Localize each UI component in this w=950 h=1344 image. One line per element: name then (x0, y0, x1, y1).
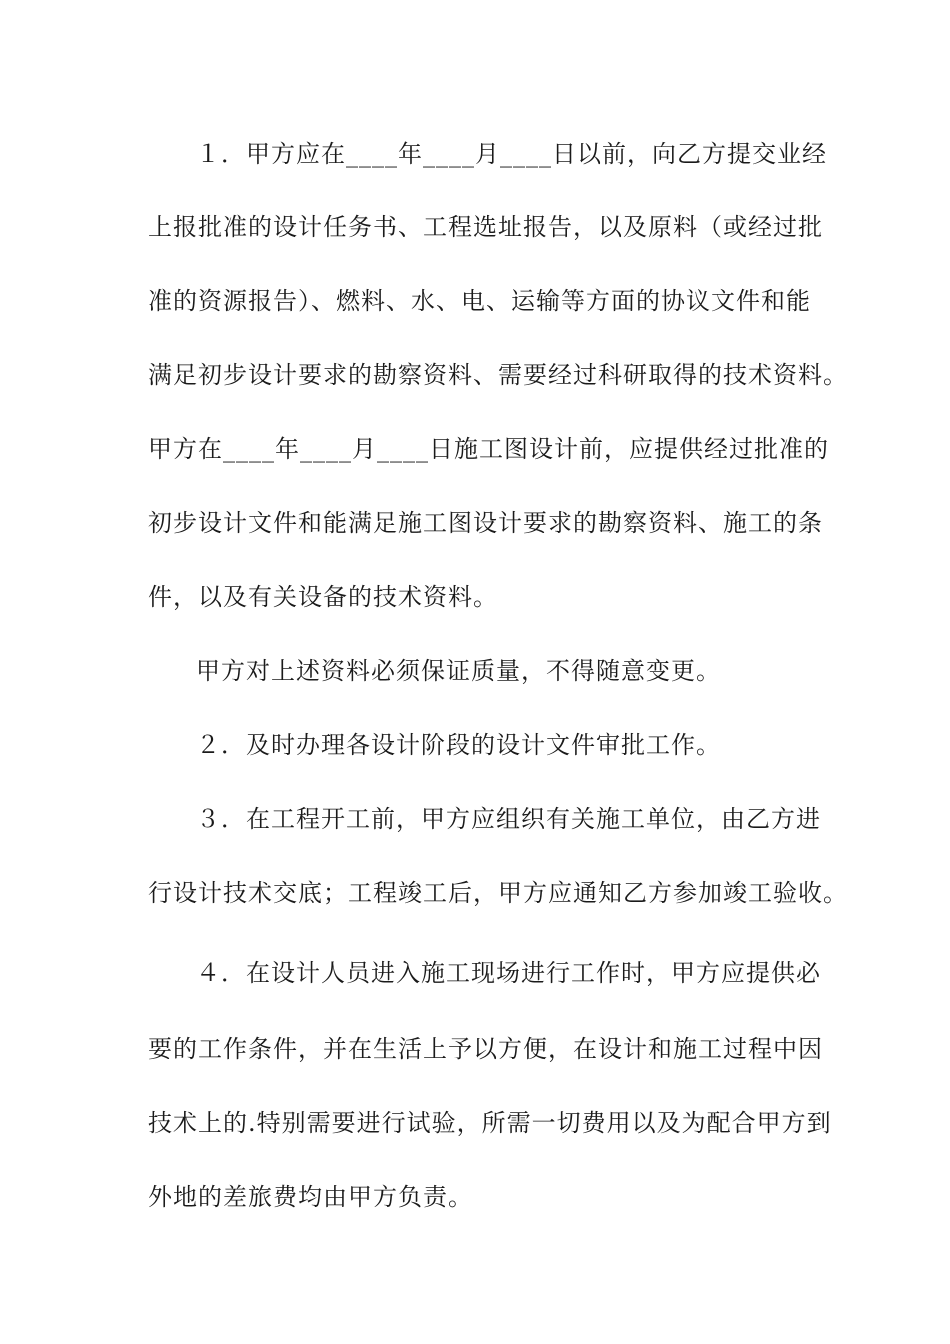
paragraph-line: 件，以及有关设备的技术资料。 (148, 583, 498, 611)
paragraph-line: 甲方在____年____月____日施工图设计前，应提供经过批准的 (148, 435, 829, 463)
paragraph-line: ４．在设计人员进入施工现场进行工作时，甲方应提供必 (196, 959, 821, 987)
paragraph-line: 初步设计文件和能满足施工图设计要求的勘察资料、施工的条 (148, 509, 823, 537)
paragraph-line: １．甲方应在____年____月____日以前，向乙方提交业经 (196, 140, 827, 168)
paragraph-line: ２．及时办理各设计阶段的设计文件审批工作。 (196, 731, 721, 759)
paragraph-line: 外地的差旅费均由甲方负责。 (148, 1183, 473, 1211)
paragraph-line: 行设计技术交底；工程竣工后，甲方应通知乙方参加竣工验收。 (148, 879, 848, 907)
paragraph-line: ３．在工程开工前，甲方应组织有关施工单位，由乙方进 (196, 805, 821, 833)
paragraph-line: 甲方对上述资料必须保证质量，不得随意变更。 (196, 657, 721, 685)
paragraph-line: 准的资源报告）、燃料、水、电、运输等方面的协议文件和能 (148, 287, 811, 315)
paragraph-line: 技术上的.特别需要进行试验，所需一切费用以及为配合甲方到 (148, 1109, 832, 1137)
paragraph-line: 上报批准的设计任务书、工程选址报告，以及原料（或经过批 (148, 213, 823, 241)
paragraph-line: 要的工作条件，并在生活上予以方便，在设计和施工过程中因 (148, 1035, 823, 1063)
paragraph-line: 满足初步设计要求的勘察资料、需要经过科研取得的技术资料。 (148, 361, 848, 389)
